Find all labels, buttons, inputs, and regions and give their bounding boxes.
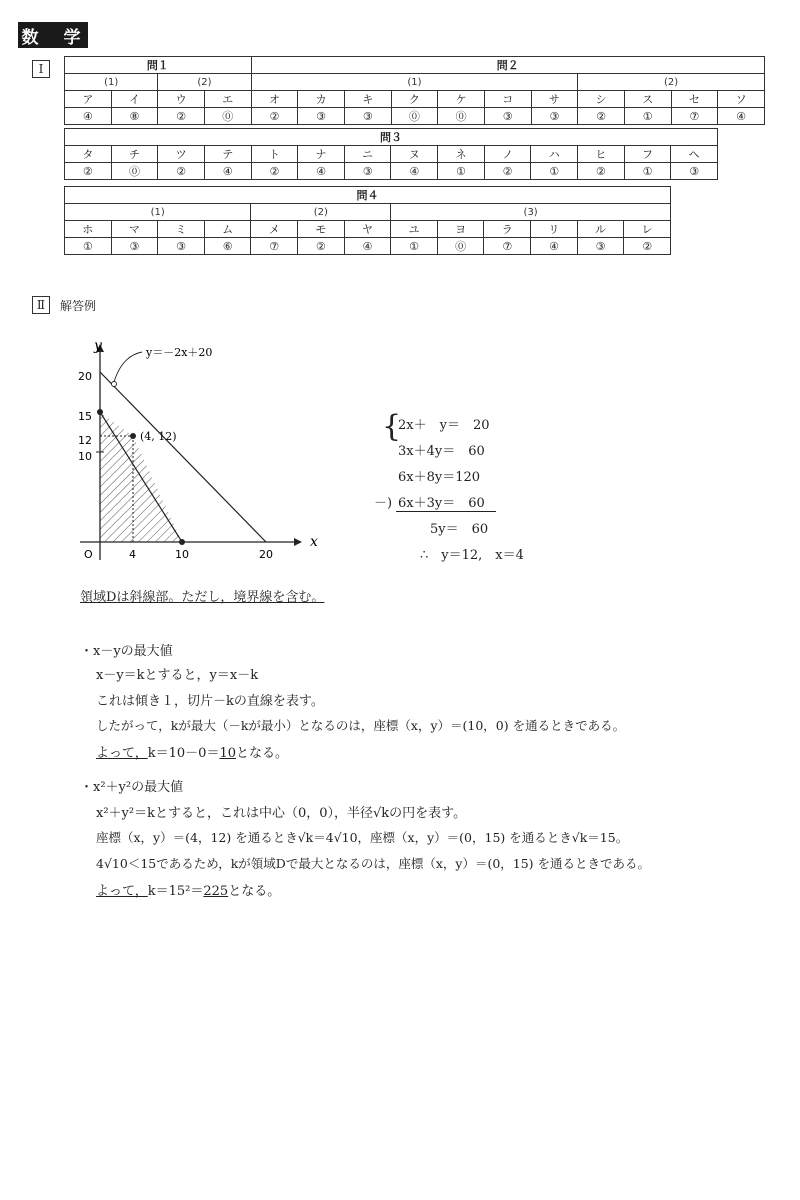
q3-key: ノ: [484, 146, 531, 163]
q4-key: モ: [298, 221, 345, 238]
q2-key: サ: [531, 91, 578, 108]
x-tick-4: 4: [129, 548, 136, 561]
q4-key: ユ: [391, 221, 438, 238]
origin-label: O: [84, 548, 93, 561]
q3-key: タ: [65, 146, 112, 163]
q2-value: ②: [251, 108, 298, 125]
q3-key: ニ: [344, 146, 391, 163]
q2-key: ス: [624, 91, 671, 108]
q2-key: ク: [391, 91, 438, 108]
q2-value: ③: [344, 108, 391, 125]
q3-key: ト: [251, 146, 298, 163]
part2-heading: ・x²＋y²の最大値: [80, 780, 184, 795]
q3-value: ④: [298, 163, 345, 180]
q2-value: ②: [578, 108, 625, 125]
line-label: y＝－2x＋20: [146, 346, 213, 359]
q4-value: ⓪: [437, 238, 484, 255]
q3-key: ネ: [438, 146, 485, 163]
q4-value: ②: [624, 238, 671, 255]
part1-line-3: したがって，kが最大（－kが最小）となるのは，座標（x，y）＝(10，0) を通るときである。: [96, 718, 626, 733]
q4-key: リ: [531, 221, 578, 238]
brace: {: [382, 409, 402, 444]
part2-line-2: 座標（x，y）＝(4，12) を通るとき√k＝4√10，座標（x，y）＝(0，15) を通るとき√k＝15。: [96, 830, 629, 845]
q4-value: ③: [111, 238, 158, 255]
part2-conclusion: [96, 880, 280, 899]
q3-value: ③: [671, 163, 718, 180]
q4-value: ④: [531, 238, 578, 255]
part1-conclusion-lead: よって，: [96, 746, 148, 761]
q3-key: ヒ: [578, 146, 625, 163]
q2-key: コ: [484, 91, 531, 108]
q2-key: セ: [671, 91, 718, 108]
q3-value: ④: [391, 163, 438, 180]
section-1-label: Ⅰ: [32, 60, 50, 78]
q2-value: ⓪: [438, 108, 485, 125]
q3-value: ②: [578, 163, 625, 180]
q4-key: ル: [577, 221, 624, 238]
q4-key: ラ: [484, 221, 531, 238]
q4-value: ⑥: [204, 238, 251, 255]
q3-value: ②: [65, 163, 112, 180]
y-tick-12: 12: [78, 434, 92, 447]
q4-value: ④: [344, 238, 391, 255]
q4-sub-2: (2): [251, 204, 391, 221]
region-statement: 領域Dは斜線部。ただし，境界線を含む。: [80, 590, 325, 605]
part2-line-3: 4√10＜15であるため，kが領域Dで最大となるのは，座標（x，y）＝(0，15) を通るときである。: [96, 856, 651, 871]
q1-key: イ: [111, 91, 158, 108]
point-4-12: [130, 433, 136, 439]
equation-1: 2x＋ y＝ 20: [398, 418, 490, 433]
part2-conclusion-lead: よって，: [96, 884, 148, 899]
q1-value: ⓪: [204, 108, 251, 125]
answer-table-q1-q2: [64, 56, 765, 125]
q1-sub-2: (2): [158, 74, 251, 91]
equation-3: 6x＋8y＝120: [398, 470, 481, 485]
part2-line-1: x²＋y²＝kとすると，これは中心（0，0），半径√kの円を表す。: [96, 806, 467, 821]
q4-value: ⑦: [484, 238, 531, 255]
point-10-0: [179, 539, 185, 545]
q4-key: メ: [251, 221, 298, 238]
q2-value: ④: [718, 108, 765, 125]
equation-5: 5y＝ 60: [430, 522, 489, 537]
q4-key: ホ: [65, 221, 112, 238]
equation-6: ∴ y＝12, x＝4: [420, 548, 524, 563]
q4-value: ②: [298, 238, 345, 255]
q1-sub-1: (1): [65, 74, 158, 91]
x-axis-arrow: [294, 538, 302, 546]
region-graph: [70, 330, 340, 570]
q2-key: ソ: [718, 91, 765, 108]
answer-table-q4: [64, 186, 671, 255]
q2-value: ⓪: [391, 108, 438, 125]
q3-key: ツ: [158, 146, 205, 163]
q1-key: ウ: [158, 91, 205, 108]
part1-conclusion-tail: となる。: [236, 746, 289, 761]
q4-key: ヨ: [437, 221, 484, 238]
q2-value: ③: [298, 108, 345, 125]
q4-key: ミ: [158, 221, 205, 238]
section-2-label: Ⅱ: [32, 296, 50, 314]
answer-table-q3: [64, 128, 718, 180]
q3-value: ②: [158, 163, 205, 180]
q2-value: ③: [531, 108, 578, 125]
part2-answer: 225: [203, 884, 229, 899]
q3-value: ①: [624, 163, 671, 180]
part1-line-1: x－y＝kとすると，y＝x－k: [96, 668, 259, 683]
q1-value: ④: [65, 108, 112, 125]
y-tick-15: 15: [78, 410, 92, 423]
part2-conclusion-expr: k＝15²＝: [147, 884, 204, 899]
q4-value: ①: [391, 238, 438, 255]
q3-value: ①: [531, 163, 578, 180]
q4-header: 問４: [65, 187, 671, 204]
q4-key: ム: [204, 221, 251, 238]
q4-sub-1: (1): [65, 204, 251, 221]
q2-sub-1: (1): [251, 74, 578, 91]
q3-value: ⓪: [111, 163, 158, 180]
y-tick-10: 10: [78, 450, 92, 463]
q4-value: ③: [577, 238, 624, 255]
part1-conclusion: [96, 742, 288, 761]
label-leader: [114, 352, 142, 382]
q2-value: ③: [484, 108, 531, 125]
q3-key: チ: [111, 146, 158, 163]
q3-value: ②: [484, 163, 531, 180]
part1-answer: 10: [219, 746, 236, 761]
equation-2: 3x＋4y＝ 60: [398, 444, 485, 459]
q3-value: ④: [204, 163, 251, 180]
y-axis-label: y: [94, 338, 102, 354]
q4-value: ⑦: [251, 238, 298, 255]
q3-key: テ: [204, 146, 251, 163]
q2-header: 問２: [251, 57, 764, 74]
q3-value: ③: [344, 163, 391, 180]
q3-value: ①: [438, 163, 485, 180]
q4-value: ①: [65, 238, 112, 255]
q3-key: ヌ: [391, 146, 438, 163]
q2-key: シ: [578, 91, 625, 108]
q1-key: ア: [65, 91, 112, 108]
point-label: (4, 12): [140, 430, 177, 443]
q1-value: ②: [158, 108, 205, 125]
subject-title: 数 学: [18, 22, 88, 48]
q2-sub-2: (2): [578, 74, 765, 91]
q1-key: エ: [204, 91, 251, 108]
q2-key: ケ: [438, 91, 485, 108]
q3-key: ナ: [298, 146, 345, 163]
q3-key: ハ: [531, 146, 578, 163]
q4-key: レ: [624, 221, 671, 238]
q4-sub-3: (3): [391, 204, 671, 221]
section-2-caption: 解答例: [60, 299, 97, 313]
equation-4: 6x＋3y＝ 60: [398, 496, 485, 511]
minus-sign: －): [374, 496, 393, 511]
q4-value: ③: [158, 238, 205, 255]
q4-key: マ: [111, 221, 158, 238]
q2-key: オ: [251, 91, 298, 108]
q2-value: ①: [624, 108, 671, 125]
q1-value: ⑧: [111, 108, 158, 125]
q3-header: 問３: [65, 129, 718, 146]
x-axis-label: x: [310, 534, 318, 550]
q2-key: キ: [344, 91, 391, 108]
q4-key: ヤ: [344, 221, 391, 238]
x-tick-20: 20: [259, 548, 273, 561]
subtraction-line: [396, 511, 496, 512]
point-0-15: [97, 409, 103, 415]
q3-key: ヘ: [671, 146, 718, 163]
q3-value: ②: [251, 163, 298, 180]
y-tick-20: 20: [78, 370, 92, 383]
label-leader-dot: [112, 382, 117, 387]
part2-conclusion-tail: となる。: [228, 884, 281, 899]
q2-value: ⑦: [671, 108, 718, 125]
part1-conclusion-expr: k＝10－0＝: [147, 746, 220, 761]
q3-key: フ: [624, 146, 671, 163]
part1-line-2: これは傾き１，切片－kの直線を表す。: [96, 694, 324, 709]
part1-heading: ・x－yの最大値: [80, 644, 173, 659]
x-tick-10: 10: [175, 548, 189, 561]
q1-header: 問１: [65, 57, 252, 74]
q2-key: カ: [298, 91, 345, 108]
